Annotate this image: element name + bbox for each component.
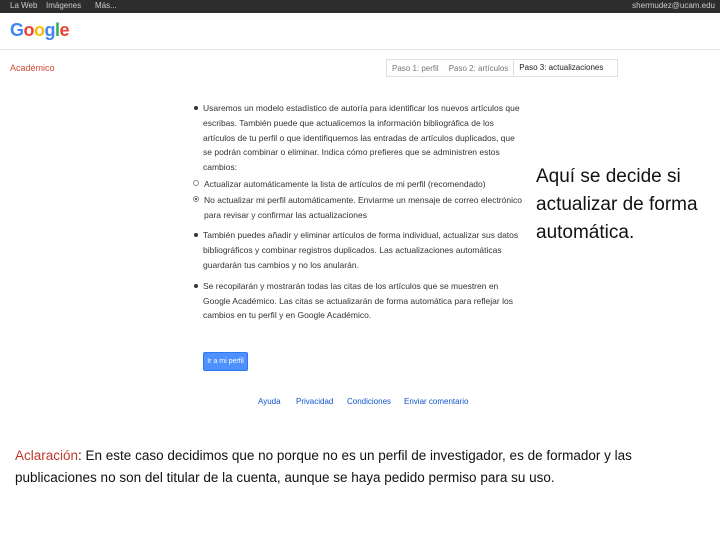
logo-letter: g bbox=[44, 20, 56, 40]
footer-privacy-link[interactable]: Privacidad bbox=[296, 397, 334, 406]
clarification-text: : En este caso decidimos que no porque no es un perfil de investigador, es de formador y las publicaciones no son del titular de la cuenta, aunque se haya pedido permiso para su uso. bbox=[15, 448, 632, 485]
tab-step-2[interactable]: Paso 2: artículos bbox=[448, 63, 509, 73]
topbar-link-more[interactable]: Más... bbox=[95, 1, 117, 10]
go-to-profile-button[interactable]: Ir a mi perfil bbox=[203, 352, 248, 371]
google-logo[interactable] bbox=[10, 20, 69, 41]
logo-letter: G bbox=[10, 20, 24, 40]
radio-selected-icon[interactable] bbox=[193, 196, 199, 202]
step-tabs bbox=[386, 59, 618, 77]
topbar-link-web[interactable]: La Web bbox=[10, 1, 38, 10]
topbar-link-images[interactable]: Imágenes bbox=[46, 1, 82, 10]
option-auto-update-label: Actualizar automáticamente la lista de artículos de mi perfil (recomendado) bbox=[204, 178, 486, 189]
header-divider bbox=[0, 49, 720, 50]
info-bullet-manual: También puedes añadir y eliminar artículos de forma individual, actualizar sus datos bibliográficos y combinar registros duplicados. Las actualizaciones automáticas guardarán tus cambios y no los anularán. bbox=[193, 228, 523, 272]
logo-letter: o bbox=[23, 20, 35, 40]
account-email[interactable]: shermudez@ucam.edu bbox=[632, 1, 715, 10]
footer-feedback-link[interactable]: Enviar comentario bbox=[404, 397, 469, 406]
footer-help-link[interactable]: Ayuda bbox=[258, 397, 281, 406]
settings-content bbox=[193, 101, 523, 323]
option-email-confirm-label: No actualizar mi perfil automáticamente. Enviarme un mensaje de correo electrónico para revisar y confirmar las actualizaciones bbox=[204, 194, 522, 220]
tab-step-3[interactable]: Paso 3: actualizaciones bbox=[513, 60, 608, 76]
option-email-confirm[interactable] bbox=[193, 193, 523, 223]
info-bullet-citations: Se recopilarán y mostrarán todas las citas de los artículos que se muestren en Google Académico. Las citas se actualizarán de forma automática para reflejar los cambios en tu perfil y en Google Académico. bbox=[193, 279, 523, 323]
clarification-note bbox=[15, 445, 695, 489]
annotation-callout: Aquí se decide si actualizar de forma automática. bbox=[536, 166, 698, 243]
top-bar bbox=[0, 0, 720, 13]
logo-letter: o bbox=[34, 20, 45, 40]
logo-letter: l bbox=[55, 20, 60, 40]
option-auto-update[interactable] bbox=[193, 177, 523, 192]
info-bullet-authorship: Usaremos un modelo estadístico de autoría para identificar los nuevos artículos que escribas. También puede que actualicemos la información bibliográfica de los artículos de tu perfil o que identifiquemos las entradas de artículos duplicados, que se podrán combinar o eliminar. Indica cómo prefieres que se administren estos cambios: bbox=[193, 101, 523, 175]
clarification-label: Aclaración bbox=[15, 448, 79, 463]
footer-terms-link[interactable]: Condiciones bbox=[347, 397, 392, 406]
section-title: Académico bbox=[10, 63, 55, 73]
radio-icon[interactable] bbox=[193, 180, 199, 186]
tab-step-1[interactable]: Paso 1: perfil bbox=[392, 63, 439, 73]
logo-letter: e bbox=[59, 20, 70, 40]
